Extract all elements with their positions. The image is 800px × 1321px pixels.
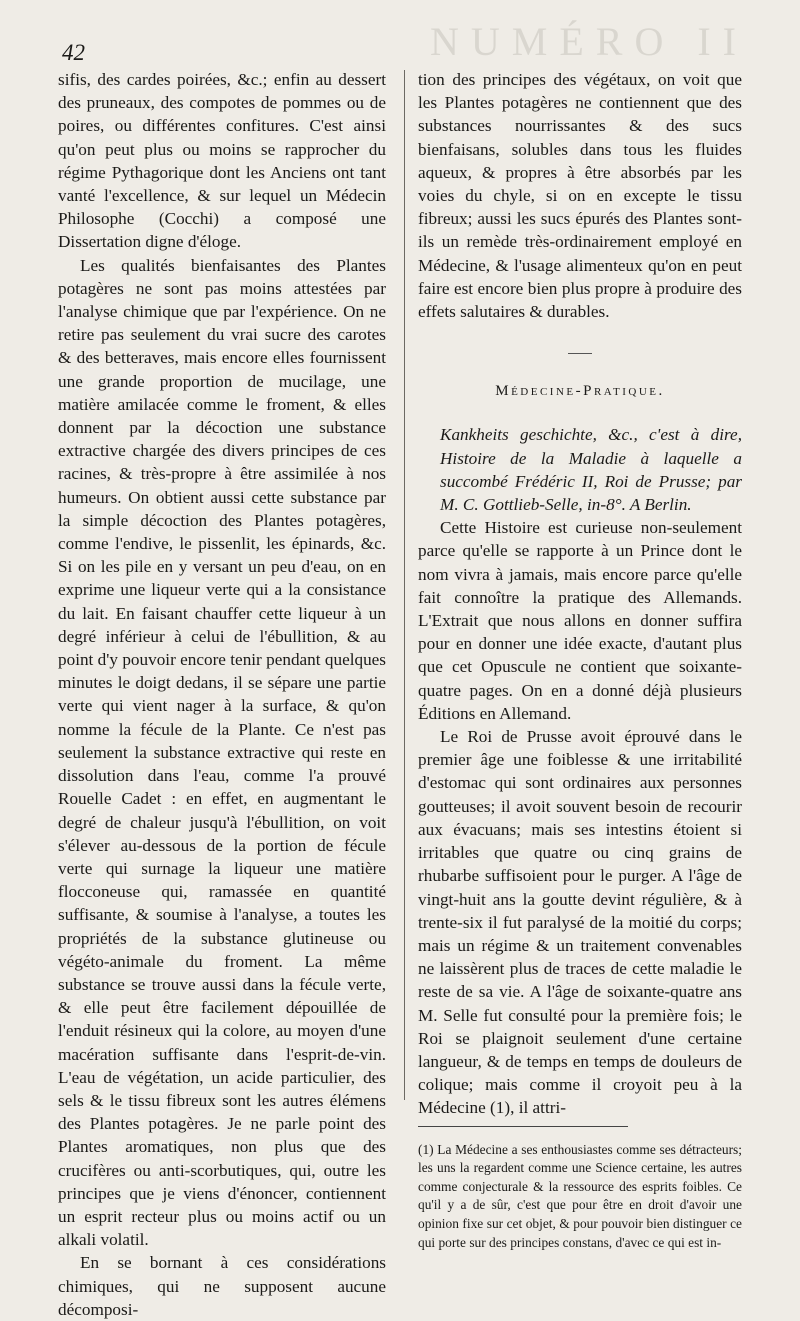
- page-number: 42: [62, 40, 85, 65]
- left-column: [58, 68, 386, 1321]
- bleed-through-heading: NUMÉRO II: [430, 19, 748, 64]
- right-column: [418, 68, 742, 1252]
- column-divider: [404, 70, 405, 1100]
- footnote: (1) La Médecine a ses enthousiastes comme ses détracteurs; les uns la regardent comme une Science certaine, les autres comme conjecturale & la ressource des esprits foibles. Ce qu'il y a de sûr, c'est que pour être en droit d'avoir une opinion fixe sur cet objet, & pour pouvoir bien distinguer ce qui porte sur des principes constans, d'avec ce qui est in-: [418, 1141, 742, 1250]
- paragraph-king-illness: Le Roi de Prusse avoit éprouvé dans le premier âge une foiblesse & une irritabilité d'estomac qui sont ordinaires aux personnes goutteuses; il avoit souvent besoin de recourir aux évacuans; mais ses intestins étoient si irritables que quatre ou cinq grains de rhubarbe suffisoient pour le purger. A l'âge de vingt-huit ans la goutte devint régulière, & à trente-six il fut paralysé de la moitié du corps; mais un régime & un traitement convenables ne laissèrent plus de traces de cette maladie le reste de sa vie. A l'âge de soixante-quatre ans M. Selle fut consulté pour la première fois; le Roi se plaignoit seulement d'une certaine langueur, & de temps en temps de douleurs de colique; mais comme il croyoit peu à la Médecine (1), il attri-: [418, 727, 742, 1118]
- paragraph-chemical-analysis: Les qualités bienfaisantes des Plantes potagères ne sont pas moins attestées par l'analyse chimique que par l'expérience. On ne retire pas seulement du vrai sucre des carotes & des betteraves, mais encore elles fournissent une grande proportion de mucilage, une matière amilacée comme le froment, & elles donnent par la décoction une substance extractive chargée des divers principes de ces racines, & très-propre à être assimilée à nos humeurs. On obtient aussi cette substance par la simple décoction des Plantes potagères, comme l'endive, le pissenlit, les épinards, &c. Si on les pile en y versant un peu d'eau, on en exprime une liqueur verte qui a la consistance du lait. En faisant chauffer cette liqueur à un degré inférieur à celui de l'ébullition, & au point d'y pouvoir encore tenir pendant quelques minutes le doigt dedans, il se sépare une partie verte qui vient nager à la surface, & qu'on nomme la fécule de la Plante. Ce n'est pas seulement la substance extractive qui reste en dissolution dans l'eau, comme l'a prouvé Rouelle Cadet : en effet, en augmentant le degré de chaleur jusqu'à l'ébullition, on voit s'élever au-dessous de la portion de fécule verte qui surnage la liqueur une matière flocconeuse qui, ramassée en quantité suffisante, & soumise à l'analyse, a toutes les propriétés de la substance glutineuse ou végéto-animale du froment. La même substance se trouve aussi dans la fécule verte, & elle peut être facilement dépouillée de l'enduit résineux qui la colore, au moyen d'une macération suffisante dans l'esprit-de-vin. L'eau de végétation, un acide particulier, des sels & le tissu fibreux sont les autres élémens des Plantes potagères. Je ne parle point des Plantes aromatiques, non plus que des crucifères ou anti-scorbutiques, qui, outre les principes que je viens d'énoncer, contiennent un esprit recteur plus ou moins actif ou un alkali volatil.: [58, 255, 386, 1250]
- book-title: Kankheits geschichte, &c., c'est à dire, Histoire de la Maladie à laquelle a succombé Frédéric II, Roi de Prusse; par M. C. Gottlieb-Selle, in-8°. A Berlin.: [440, 425, 742, 515]
- paragraph-considerations: En se bornant à ces considérations chimiques, qui ne supposent aucune décomposi-: [58, 1253, 386, 1319]
- paragraph-history-intro: Cette Histoire est curieuse non-seulement parce qu'elle se rapporte à un Prince dont le nom vivra à jamais, mais encore parce qu'elle fait connoître la pratique des Allemands. L'Extrait que nous allons en donner suffira pour en donner une idée exacte, d'autant plus que cet Opuscule ne contient que soixante-quatre pages. On en a donné déjà plusieurs Éditions en Allemand.: [418, 518, 742, 723]
- paragraph-continuation-right: tion des principes des végétaux, on voit que les Plantes potagères ne contiennent que des substances nourrissantes & des sucs bienfaisans, solubles dans tous les fluides aqueux, & propres à être absorbés par les voies du chyle, si on en excepte le tissu fibreux; aussi les sucs épurés des Plantes sont-ils un remède très-ordinairement employé en Médecine, & l'usage alimenteux qu'on en peut faire est encore bien plus propre à produire des effets salutaires & durables.: [418, 70, 742, 322]
- section-heading: Médecine-Pratique.: [418, 353, 742, 403]
- paragraph-continuation: sifis, des cardes poirées, &c.; enfin au dessert des pruneaux, des compotes de pommes ou de poires, ou différentes confitures. C'est ainsi qu'on peut plus ou moins se rapprocher du régime Pythagorique dont les Anciens ont tant vanté l'excellence, & sur lequel un Médecin Philosophe (Cocchi) a composé une Dissertation digne d'éloge.: [58, 70, 386, 252]
- footnote-rule: [418, 1126, 628, 1127]
